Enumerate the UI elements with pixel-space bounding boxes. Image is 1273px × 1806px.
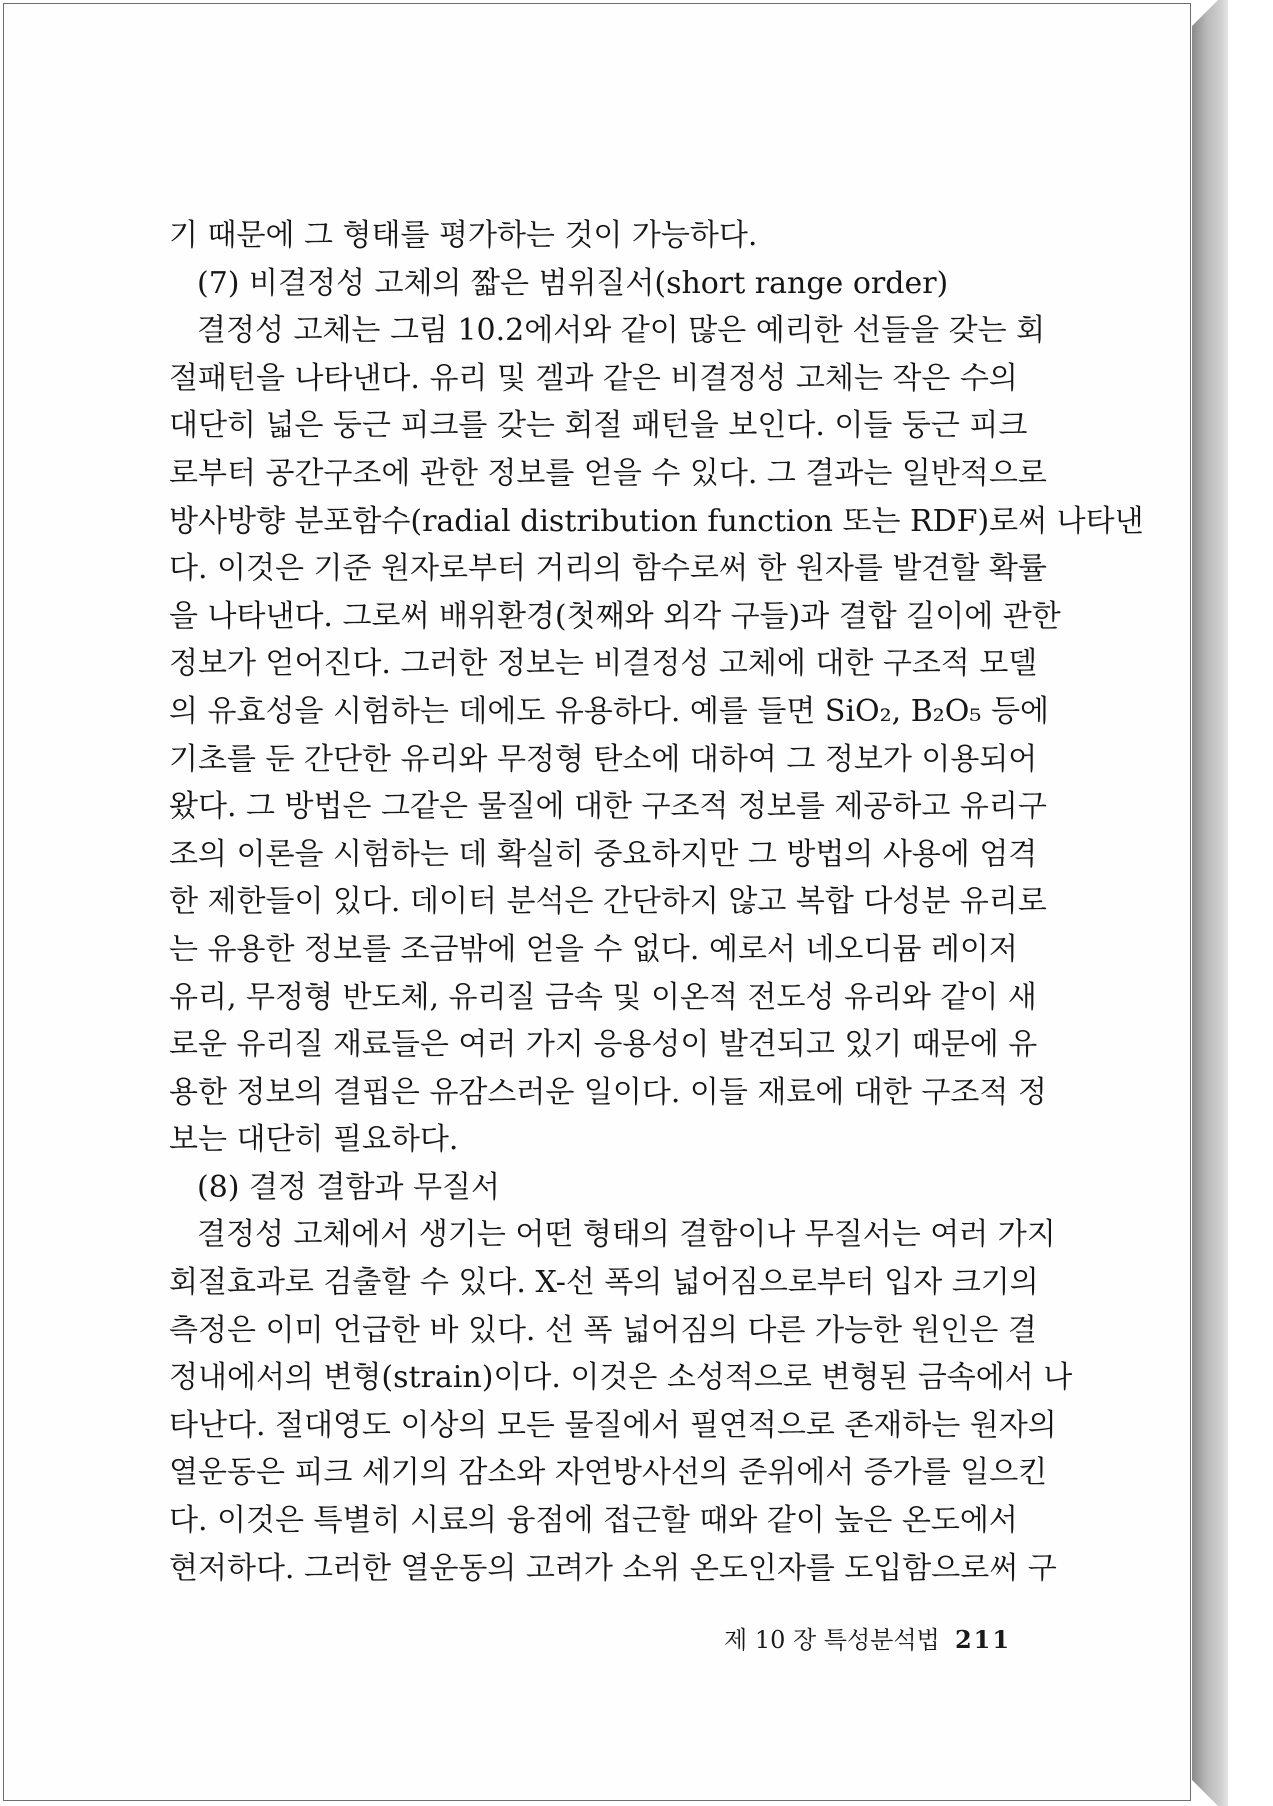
text-line: 타난다. 절대영도 이상의 모든 물질에서 필연적으로 존재하는 원자의 (169, 1407, 1057, 1443)
page-footer (724, 1620, 1012, 1655)
text-line: 정내에서의 변형(strain)이다. 이것은 소성적으로 변형된 금속에서 나 (169, 1360, 1073, 1396)
text-line: 대단히 넓은 둥근 피크를 갖는 회절 패턴을 보인다. 이들 둥근 피크 (169, 408, 1028, 444)
text-line: 유리, 무정형 반도체, 유리질 금속 및 이온적 전도성 유리와 같이 새 (169, 979, 1037, 1015)
section-heading-8: (8) 결정 결함과 무질서 (197, 1169, 500, 1205)
page-number: 211 (954, 1625, 1012, 1654)
text-line: 다. 이것은 기준 원자로부터 거리의 함수로써 한 원자를 발견할 확률 (169, 551, 1047, 587)
page-edge-shadow (1192, 0, 1228, 1806)
text-line: 로부터 공간구조에 관한 정보를 얻을 수 있다. 그 결과는 일반적으로 (169, 455, 1047, 491)
text-line: 보는 대단히 필요하다. (169, 1122, 459, 1158)
section-heading-7: (7) 비결정성 고체의 짧은 범위질서(short range order) (197, 265, 949, 301)
text-line: 기초를 둔 간단한 유리와 무정형 탄소에 대하여 그 정보가 이용되어 (169, 741, 1038, 777)
book-page (3, 3, 1191, 1801)
text-line: 로운 유리질 재료들은 여러 가지 응용성이 발견되고 있기 때문에 유 (169, 1027, 1038, 1063)
text-line: 기 때문에 그 형태를 평가하는 것이 가능하다. (169, 218, 758, 253)
text-line: 다. 이것은 특별히 시료의 융점에 접근할 때와 같이 높은 온도에서 (169, 1503, 1018, 1539)
text-line: 정보가 얻어진다. 그러한 정보는 비결정성 고체에 대한 구조적 모델 (169, 646, 1038, 682)
text-line: 측정은 이미 언급한 바 있다. 선 폭 넓어짐의 다른 가능한 원인은 결 (169, 1312, 1037, 1348)
text-line: 조의 이론을 시험하는 데 확실히 중요하지만 그 방법의 사용에 엄격 (169, 836, 1038, 872)
text-line: 결정성 고체는 그림 10.2에서와 같이 많은 예리한 선들을 갖는 회 (197, 313, 1046, 349)
text-line: 결정성 고체에서 생기는 어떤 형태의 결함이나 무질서는 여러 가지 (197, 1217, 1056, 1253)
text-line: 을 나타낸다. 그로써 배위환경(첫째와 외각 구들)과 결합 길이에 관한 (169, 598, 1061, 634)
text-line: 방사방향 분포함수(radial distribution function 또는 RDF)로써 나타낸 (169, 503, 1144, 539)
text-line: 용한 정보의 결핍은 유감스러운 일이다. 이들 재료에 대한 구조적 정 (169, 1074, 1047, 1110)
text-line: 왔다. 그 방법은 그같은 물질에 대한 구조적 정보를 제공하고 유리구 (169, 789, 1047, 825)
chapter-title: 제 10 장 특성분석법 (724, 1626, 940, 1654)
text-line: 열운동은 피크 세기의 감소와 자연방사선의 준위에서 증가를 일으킨 (169, 1455, 1048, 1491)
text-line: 절패턴을 나타낸다. 유리 및 겔과 같은 비결정성 고체는 작은 수의 (169, 360, 1018, 396)
text-line: 의 유효성을 시험하는 데에도 유용하다. 예를 들면 SiO₂, B₂O₅ 등에 (169, 693, 1049, 729)
text-line: 현저하다. 그러한 열운동의 고려가 소위 온도인자를 도입함으로써 구 (169, 1550, 1057, 1586)
text-line: 한 제한들이 있다. 데이터 분석은 간단하지 않고 복합 다성분 유리로 (169, 884, 1047, 920)
body-text (169, 212, 1144, 1592)
text-line: 는 유용한 정보를 조금밖에 얻을 수 없다. 예로서 네오디뮴 레이저 (169, 931, 1018, 967)
text-line: 회절효과로 검출할 수 있다. X-선 폭의 넓어짐으로부터 입자 크기의 (169, 1265, 1039, 1301)
